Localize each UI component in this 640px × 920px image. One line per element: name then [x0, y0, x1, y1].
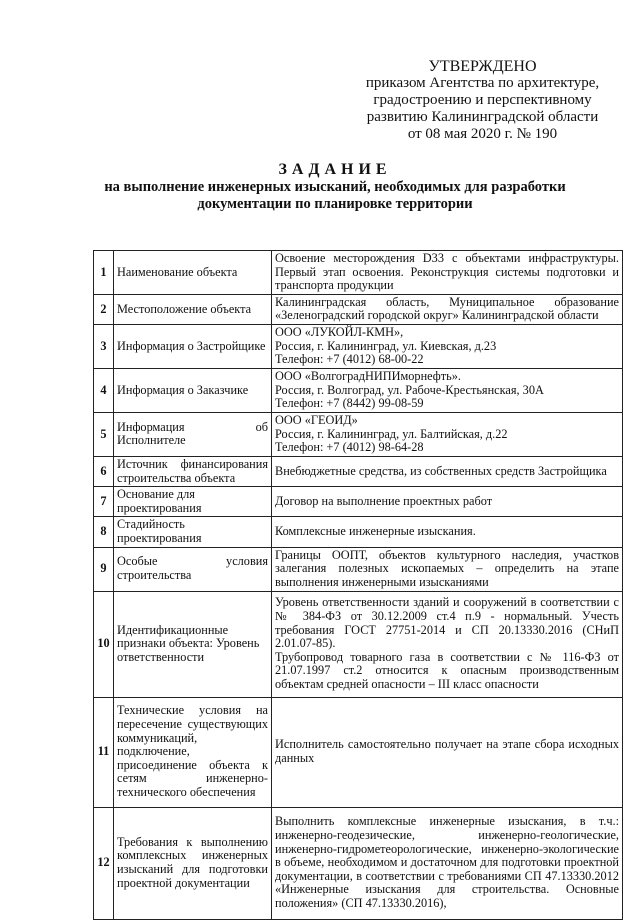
approval-date: от 08 мая 2020 г. № 190 — [407, 126, 558, 142]
row-label: Требования к выполнению комплексных инженерных изысканий для подготовки проектной документации — [114, 807, 272, 919]
row-value-paragraph: Трубопровод товарного газа в соответствии с № 116-ФЗ от 21.07.1997 ст.2 относится к опасным производственным объектам средней опасности – III класс опасности — [275, 649, 619, 692]
table-row — [94, 517, 623, 547]
contact-phone: Телефон: +7 (4012) 68-00-22 — [275, 352, 424, 367]
row-label: Особые условия строительства — [114, 547, 272, 591]
row-value-paragraph: Уровень ответственности зданий и сооружений в соответствии с № 384-ФЗ от 30.12.2009 ст.4 п.9 - нормальный. Учесть требования ГОСТ 27751-2014 и СП 20.13330.2016 (СНиП 2.01.07-85). — [275, 595, 619, 651]
row-value: Исполнитель самостоятельно получает на этапе сбора исходных данных — [272, 697, 623, 807]
approval-heading: УТВЕРЖДЕНО — [428, 58, 537, 75]
table-row — [94, 324, 623, 368]
table-row — [94, 697, 623, 807]
row-label: Местоположение объекта — [114, 294, 272, 324]
title-subtitle-line: на выполнение инженерных изысканий, необходимых для разработки — [104, 179, 566, 195]
table-row — [94, 456, 623, 486]
row-value: Выполнить комплексные инженерные изыскания, в т.ч.: инженерно-геодезические, инженерно-геологические, инженерно-гидрометеорологические, инженерно-экологические в объеме, необходимом и достаточном для подготовки проектной документации, в соответствии с требованиями СП 47.13330.2012 «Инженерные изыскания для строительства. Основные положения» (СП 47.13330.2016), — [272, 807, 623, 919]
row-number: 3 — [94, 324, 114, 368]
row-number: 9 — [94, 547, 114, 591]
row-label: Стадийность проектирования — [114, 517, 272, 547]
approval-line: развитию Калининградской области — [366, 109, 599, 125]
row-label: Информация об Исполнителе — [114, 412, 272, 456]
approval-line: градостроению и перспективному — [373, 92, 592, 108]
row-label: Источник финансирования строительства объекта — [114, 456, 272, 486]
row-value — [272, 324, 623, 368]
contact-phone: Телефон: +7 (8442) 99-08-59 — [275, 396, 424, 411]
row-value: Границы ООПТ, объектов культурного наследия, участков залегания полезных ископаемых – определить на этапе выполнения инженерными изысканиями — [272, 547, 623, 591]
row-value — [272, 368, 623, 412]
row-value — [272, 591, 623, 697]
row-number: 8 — [94, 517, 114, 547]
row-value — [272, 412, 623, 456]
row-value: Освоение месторождения D33 с объектами инфраструктуры. Первый этап освоения. Реконструкция системы подготовки и транспорта продукции — [272, 251, 623, 295]
row-value: Внебюджетные средства, из собственных средств Застройщика — [272, 456, 623, 486]
document-title — [60, 160, 610, 213]
row-number: 2 — [94, 294, 114, 324]
row-value: Калининградская область, Муниципальное образование «Зеленоградский городской округ» Калининградской области — [272, 294, 623, 324]
title-main: ЗАДАНИЕ — [278, 161, 392, 178]
contact-address: Россия, г. Калининград, ул. Киевская, д.23 — [275, 338, 497, 353]
row-label: Наименование объекта — [114, 251, 272, 295]
contact-address: Россия, г. Волгоград, ул. Рабоче-Крестьянская, 30А — [275, 382, 544, 397]
row-value: Комплексные инженерные изыскания. — [272, 517, 623, 547]
row-number: 7 — [94, 487, 114, 517]
row-value: Договор на выполнение проектных работ — [272, 487, 623, 517]
table-row — [94, 294, 623, 324]
contact-address: Россия, г. Калининград, ул. Балтийская, д.22 — [275, 426, 508, 441]
row-number: 12 — [94, 807, 114, 919]
approval-stamp — [340, 58, 625, 143]
row-number: 11 — [94, 697, 114, 807]
row-label: Информация о Заказчике — [114, 368, 272, 412]
table-row — [94, 251, 623, 295]
contact-company: ООО «ВолгоградНИПИморнефть». — [275, 369, 461, 384]
table-row — [94, 412, 623, 456]
row-number: 6 — [94, 456, 114, 486]
approval-line: приказом Агентства по архитектуре, — [365, 75, 600, 91]
row-label: Технические условия на пересечение существующих коммуникаций, подключение, присоединение объекта к сетям инженерно-технического обеспечения — [114, 697, 272, 807]
row-label: Информация о Застройщике — [114, 324, 272, 368]
row-label: Основание для проектирования — [114, 487, 272, 517]
row-number: 10 — [94, 591, 114, 697]
row-number: 5 — [94, 412, 114, 456]
row-label: Идентификационные признаки объекта: Уровень ответственности — [114, 591, 272, 697]
table-row — [94, 547, 623, 591]
contact-company: ООО «ЛУКОЙЛ-КМН», — [275, 325, 404, 340]
table-row — [94, 807, 623, 919]
table-row — [94, 591, 623, 697]
contact-phone: Телефон: +7 (4012) 98-64-28 — [275, 440, 424, 455]
task-table — [93, 250, 623, 920]
contact-company: ООО «ГЕОИД» — [275, 413, 358, 428]
row-number: 1 — [94, 251, 114, 295]
table-row — [94, 368, 623, 412]
table-row — [94, 487, 623, 517]
row-number: 4 — [94, 368, 114, 412]
title-subtitle-line: документации по планировке территории — [197, 196, 473, 212]
